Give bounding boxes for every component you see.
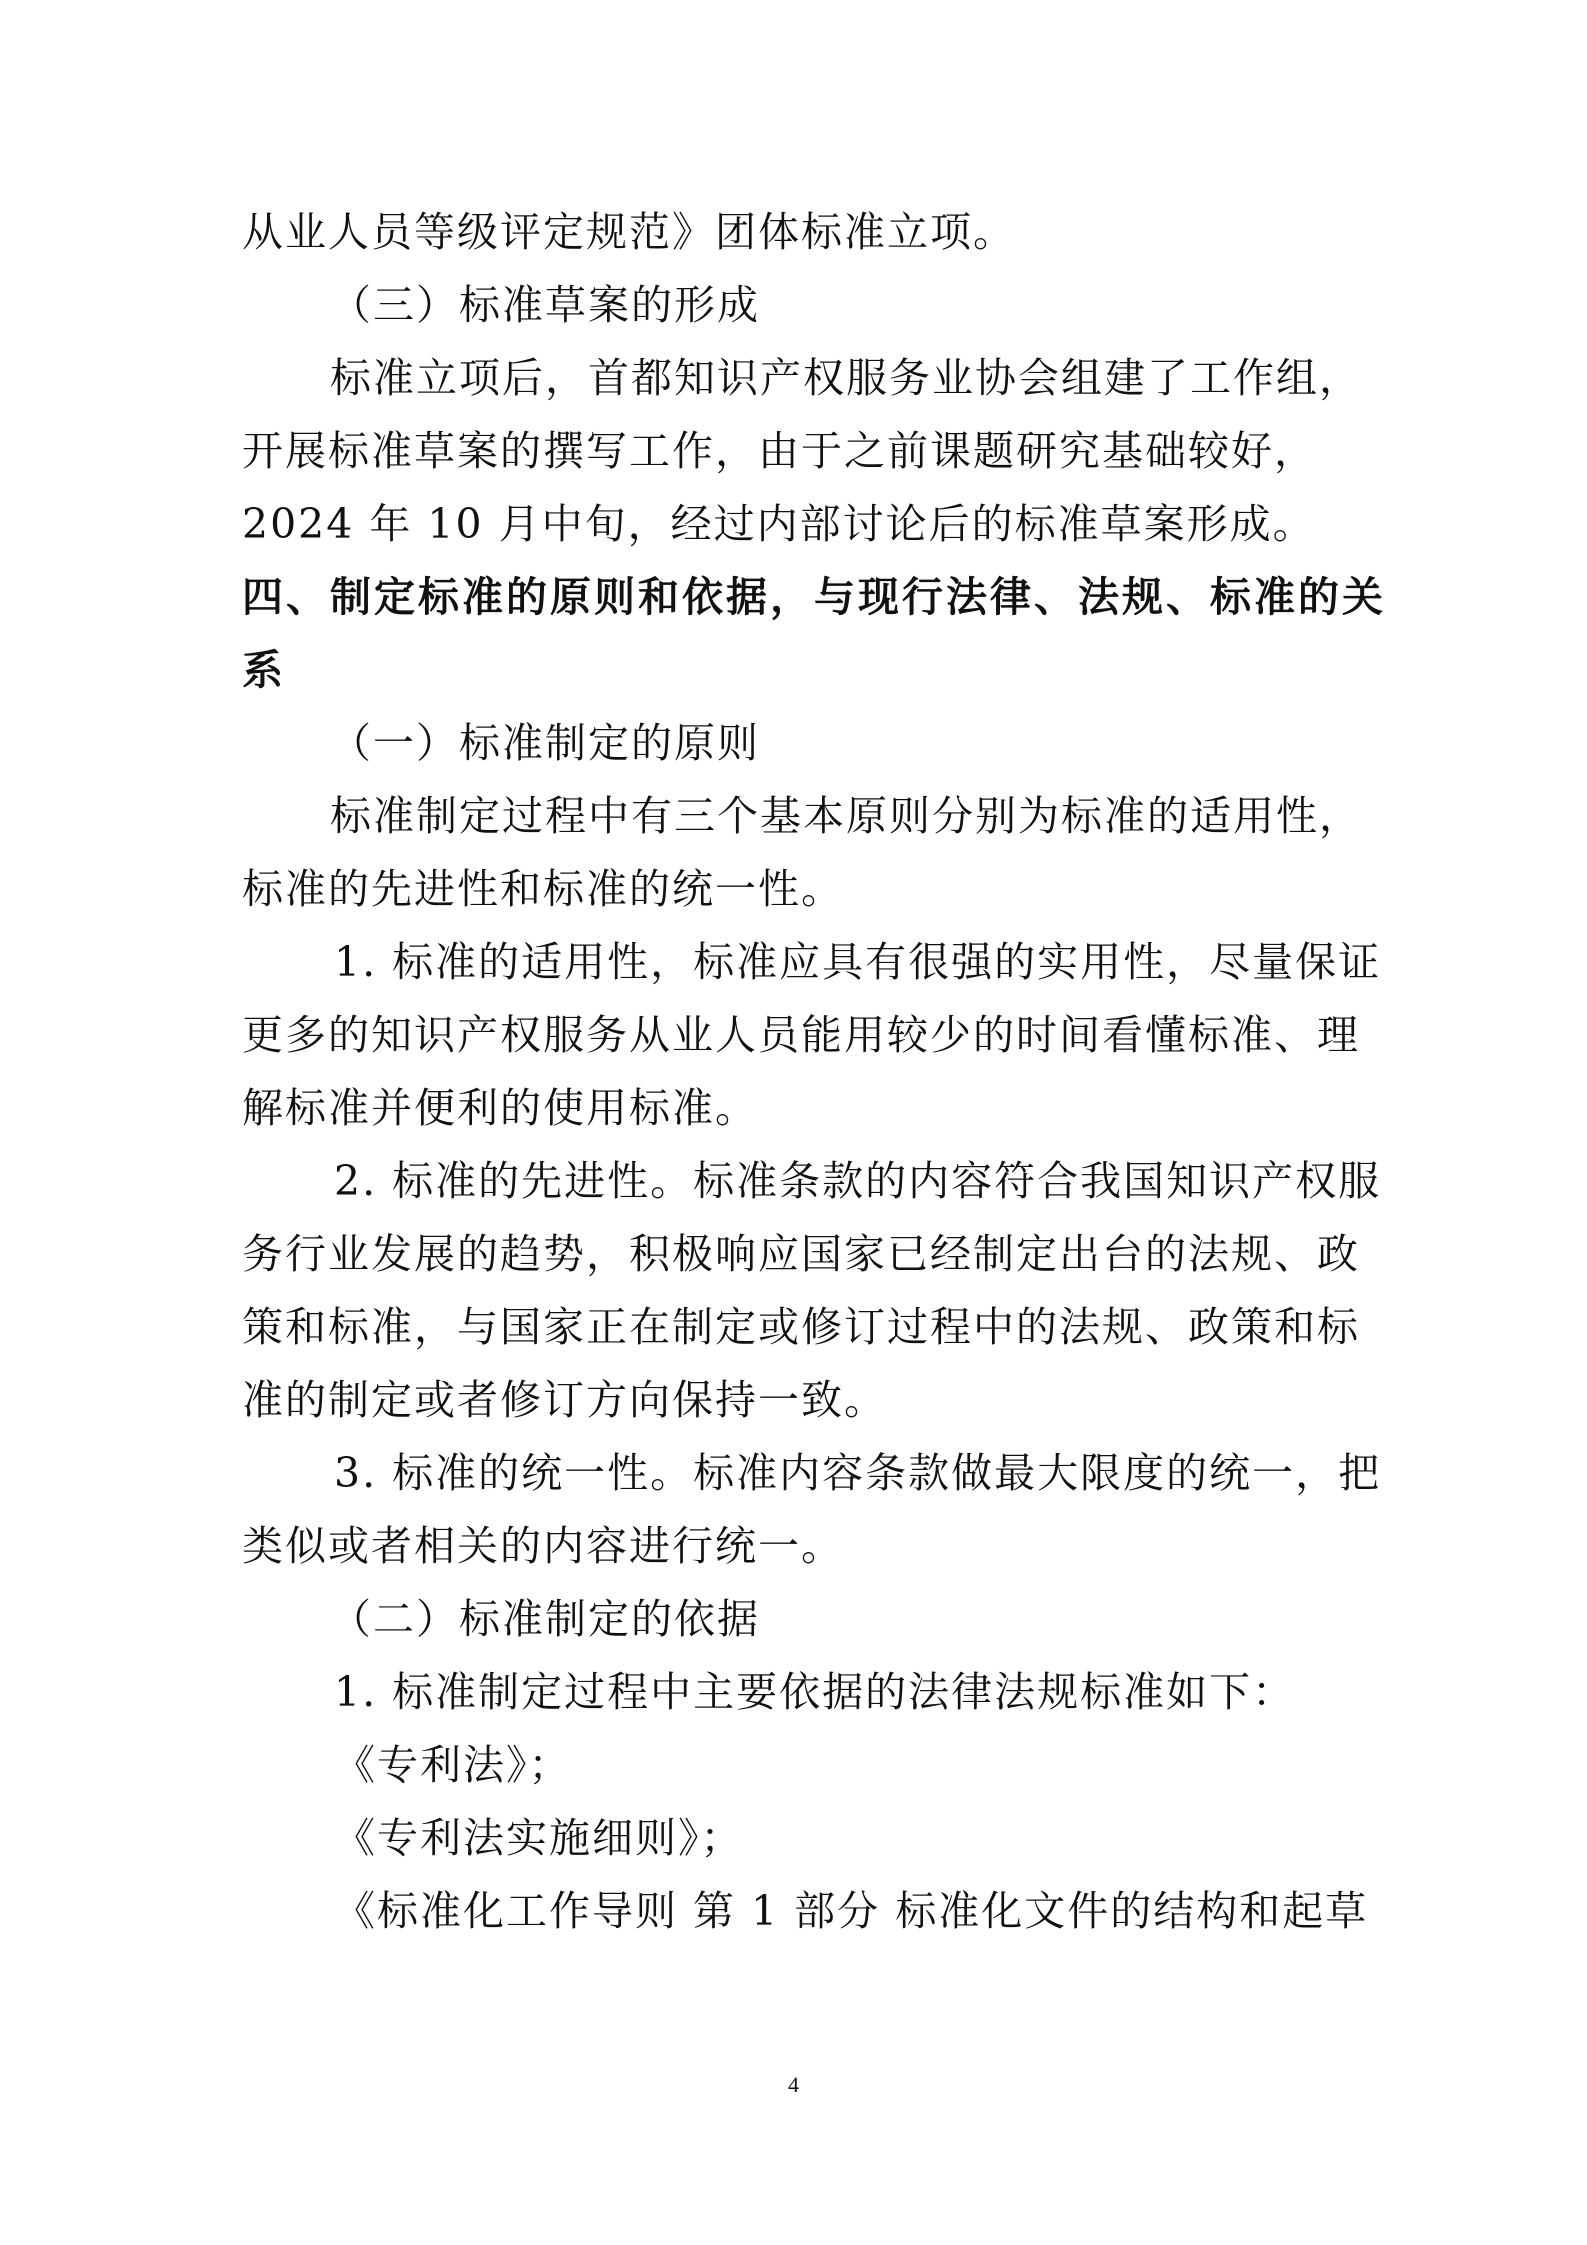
subsection-heading: （一）标准制定的原则 [330,719,760,767]
list-item-line: 3. 标准的统一性。标准内容条款做最大限度的统一，把 [334,1449,1382,1497]
paragraph-line: 更多的知识产权服务从业人员能用较少的时间看懂标准、理 [242,1011,1360,1059]
paragraph-line: 开展标准草案的撰写工作，由于之前课题研究基础较好， [242,427,1317,475]
reference-item: 《专利法实施细则》； [334,1814,744,1862]
paragraph-line: 标准的先进性和标准的统一性。 [242,865,844,913]
page-number: 4 [788,2072,799,2097]
section-heading: 四、制定标准的原则和依据，与现行法律、法规、标准的关 [242,573,1386,621]
page-body [242,196,1386,1948]
paragraph-line: 从业人员等级评定规范》团体标准立项。 [242,208,1016,256]
section-heading-continued: 系 [242,646,286,694]
paragraph-line: 标准立项后，首都知识产权服务业协会组建了工作组， [330,354,1362,402]
list-item-line: 1. 标准制定过程中主要依据的法律法规标准如下： [334,1668,1296,1716]
reference-item: 《专利法》； [334,1741,572,1789]
paragraph-line: 务行业发展的趋势，积极响应国家已经制定出台的法规、政 [242,1230,1360,1278]
paragraph-line: 2024 年 10 月中旬，经过内部讨论后的标准草案形成。 [242,500,1316,548]
subsection-heading: （三）标准草案的形成 [330,281,760,329]
list-item-line: 2. 标准的先进性。标准条款的内容符合我国知识产权服 [334,1157,1382,1205]
paragraph-line: 策和标准，与国家正在制定或修订过程中的法规、政策和标 [242,1303,1360,1351]
paragraph-line: 类似或者相关的内容进行统一。 [242,1522,844,1570]
list-item-line: 1. 标准的适用性，标准应具有很强的实用性，尽量保证 [334,938,1382,986]
paragraph-line: 准的制定或者修订方向保持一致。 [242,1376,887,1424]
paragraph-line: 标准制定过程中有三个基本原则分别为标准的适用性， [330,792,1362,840]
reference-item: 《标准化工作导则 第 1 部分 标准化文件的结构和起草 [334,1887,1369,1935]
paragraph-line: 解标准并便利的使用标准。 [242,1084,758,1132]
subsection-heading: （二）标准制定的依据 [330,1595,760,1643]
